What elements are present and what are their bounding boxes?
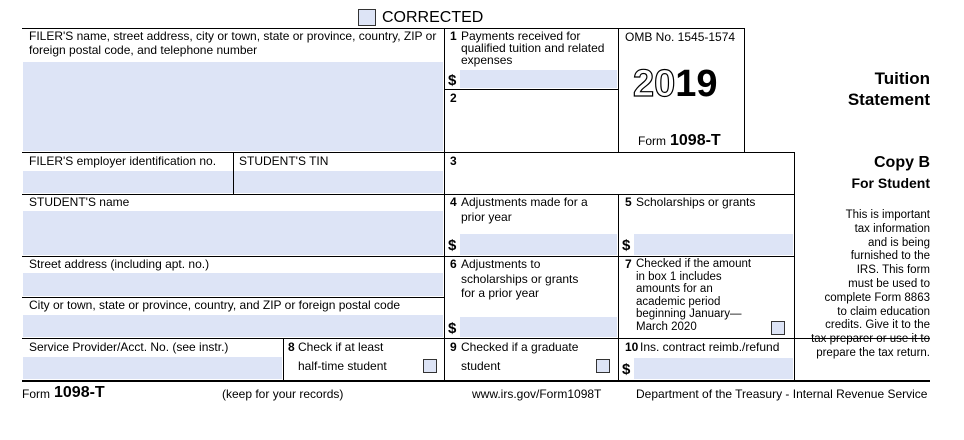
- copy-notice-line: to claim education: [837, 305, 930, 318]
- box1-label-line1: Payments received for: [461, 29, 581, 43]
- copy-title: Copy B: [874, 154, 930, 171]
- box7-checkbox[interactable]: [771, 321, 785, 335]
- tax-year-bold: 19: [675, 63, 718, 105]
- tax-year-outline: 20: [633, 63, 676, 105]
- copy-subtitle: For Student: [851, 175, 930, 191]
- box7-label-line: in box 1 includes: [636, 270, 722, 283]
- filer-input[interactable]: [23, 62, 443, 151]
- box7-label-line: amounts for an: [636, 283, 713, 295]
- box2-num: 2: [450, 91, 457, 105]
- box1-input[interactable]: [460, 70, 617, 88]
- box4-num: 4: [450, 195, 457, 209]
- provider-input[interactable]: [23, 357, 282, 379]
- box5-dollar: $: [622, 237, 631, 254]
- box10-input[interactable]: [634, 358, 793, 379]
- box8-label-line2: half-time student: [298, 359, 387, 373]
- copy-notice-line: tax information: [854, 222, 930, 235]
- ein-label: FILER'S employer identification no.: [29, 154, 217, 168]
- box10-num: 10: [625, 340, 639, 354]
- student-tin-label: STUDENT'S TIN: [239, 154, 329, 168]
- footer-dept: Department of the Treasury - Internal Revenue Service: [636, 387, 928, 401]
- student-tin-input[interactable]: [234, 171, 443, 193]
- box4-label-line2: prior year: [461, 210, 512, 224]
- box7-num: 7: [625, 257, 632, 271]
- copy-notice-line: credits. Give it to the: [825, 319, 930, 332]
- box7-label-line: March 2020: [636, 320, 697, 333]
- box7-label-line: beginning January—: [636, 308, 742, 320]
- form-title: [800, 68, 930, 110]
- box3-num: 3: [450, 154, 457, 168]
- box8-label-line1: Check if at least: [298, 340, 384, 354]
- copy-notice-line: furnished to the: [850, 250, 930, 263]
- box9-checkbox[interactable]: [596, 359, 610, 373]
- box7-label-line: academic period: [636, 295, 721, 308]
- filer-label-line1: FILER'S name, street address, city or town, state or province, country, ZIP or: [29, 29, 437, 43]
- box6-num: 6: [450, 257, 457, 271]
- street-label: Street address (including apt. no.): [29, 257, 210, 271]
- box9-num: 9: [450, 340, 457, 354]
- city-label: City or town, state or province, country, and ZIP or foreign postal code: [29, 298, 401, 312]
- form-title-line1: Tuition: [874, 69, 930, 88]
- box5-input[interactable]: [634, 234, 793, 255]
- student-name-input[interactable]: [23, 211, 443, 255]
- box1-label-line2: qualified tuition and related: [461, 41, 605, 55]
- box6-label-line2: scholarships or grants: [461, 272, 579, 286]
- omb-number: OMB No. 1545-1574: [625, 30, 736, 44]
- box7-label-line: Checked if the amount: [636, 258, 752, 270]
- corrected-checkbox[interactable]: [358, 9, 376, 26]
- box7-label: [636, 258, 751, 333]
- box6-label-line1: Adjustments to: [461, 257, 541, 271]
- copy-notice-line: tax preparer or use it to: [811, 333, 930, 346]
- box6-label-line3: for a prior year: [461, 286, 540, 300]
- box8-checkbox[interactable]: [423, 359, 437, 373]
- box1-label-line3: expenses: [461, 53, 513, 67]
- tax-year: [633, 64, 718, 104]
- box8-num: 8: [288, 340, 295, 354]
- student-name-label: STUDENT'S name: [29, 195, 130, 209]
- box6-input[interactable]: [460, 317, 617, 337]
- ein-input[interactable]: [23, 171, 233, 193]
- footer-url: www.irs.gov/Form1098T: [472, 387, 602, 401]
- copy-notice-line: complete Form 8863: [824, 291, 930, 304]
- copy-notice-line: This is important: [845, 209, 930, 221]
- box4-dollar: $: [448, 237, 457, 254]
- form-title-line2: Statement: [847, 90, 930, 109]
- copy-notice: [798, 209, 930, 361]
- footer-form-name: 1098-T: [54, 384, 105, 401]
- box2-input[interactable]: [445, 106, 617, 151]
- city-input[interactable]: [23, 315, 443, 337]
- provider-label: Service Provider/Acct. No. (see instr.): [29, 340, 229, 354]
- footer-form-prefix: Form: [22, 387, 50, 401]
- box9-label-line2: student: [461, 359, 501, 373]
- footer-keep: (keep for your records): [222, 387, 344, 401]
- box6-dollar: $: [448, 320, 457, 337]
- box10-dollar: $: [622, 361, 631, 378]
- box5-num: 5: [625, 195, 632, 209]
- box5-label: Scholarships or grants: [636, 195, 756, 209]
- copy-notice-line: prepare the tax return.: [816, 346, 930, 359]
- copy-notice-line: IRS. This form: [856, 264, 930, 277]
- filer-label-line2: foreign postal code, and telephone number: [29, 43, 258, 57]
- box4-label-line1: Adjustments made for a: [461, 195, 588, 209]
- box9-label-line1: Checked if a graduate: [461, 340, 579, 354]
- box4-input[interactable]: [460, 234, 617, 255]
- copy-notice-line: and is being: [867, 236, 930, 249]
- box1-dollar: $: [448, 72, 457, 89]
- omb-form-prefix: Form: [638, 134, 666, 148]
- box1-num: 1: [450, 29, 457, 43]
- omb-form-name: 1098-T: [670, 132, 721, 149]
- box10-label: Ins. contract reimb./refund: [640, 340, 780, 354]
- copy-notice-line: must be used to: [848, 277, 930, 290]
- corrected-label: CORRECTED: [382, 9, 484, 26]
- street-input[interactable]: [23, 273, 443, 296]
